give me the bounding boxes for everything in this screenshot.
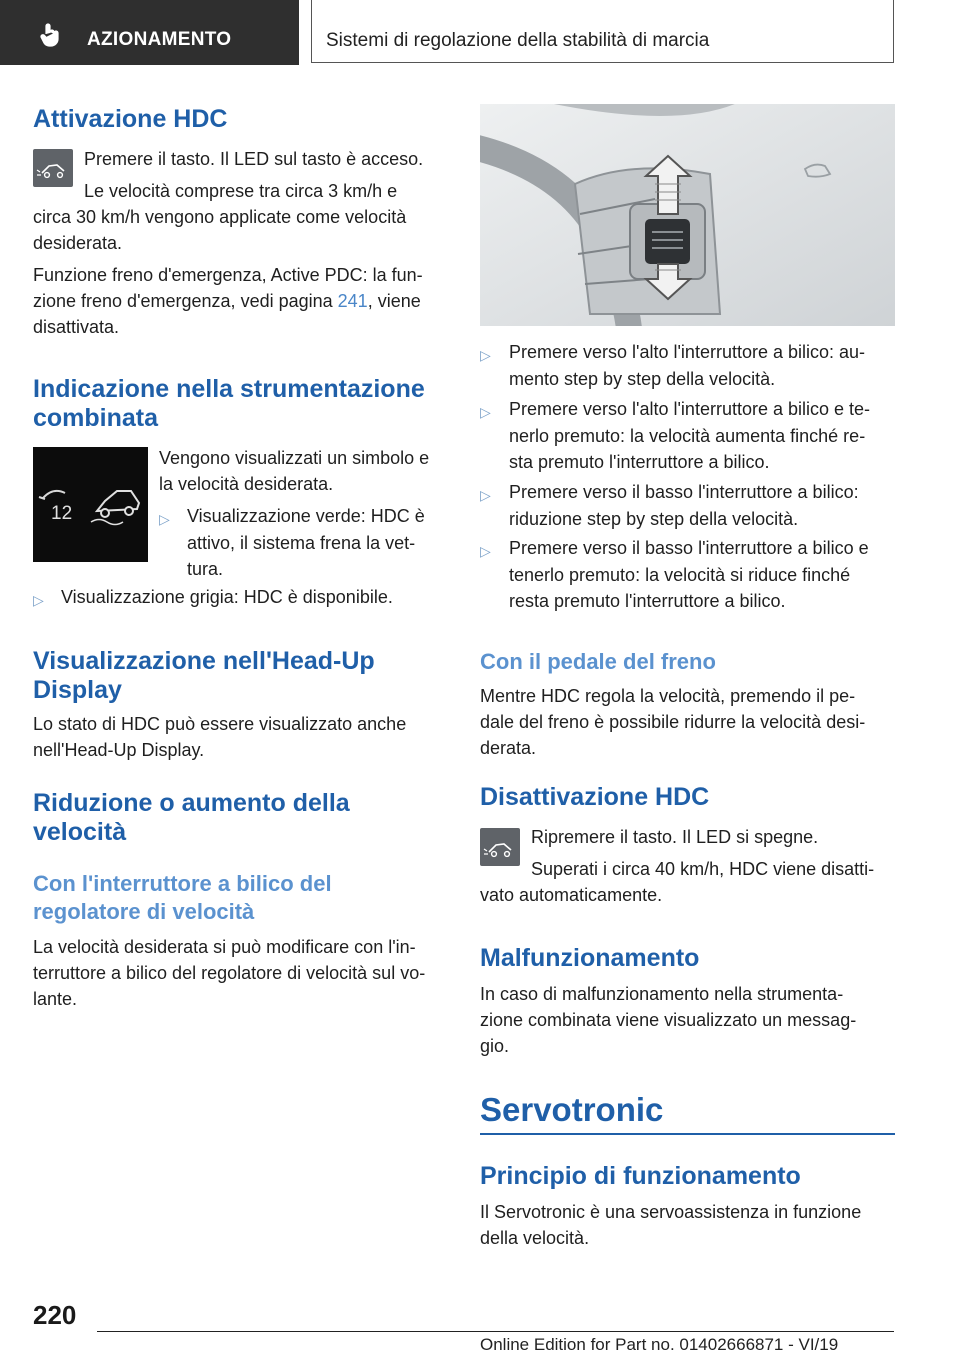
- chapter-tab: [311, 0, 894, 63]
- heading-riduzione-1: Riduzione o aumento della: [33, 789, 350, 817]
- bullet-triangle-icon: ▷: [480, 543, 491, 559]
- pedale-c: derata.: [480, 738, 537, 758]
- bullet-verde: ▷ Visualizzazione verde: HDC è attivo, il sistema frena la vet‐ tura.: [159, 506, 425, 579]
- steering-wheel-rocker-image: [480, 104, 895, 326]
- pedale-b: dale del freno è possibile ridurre la velocità desi‐: [480, 712, 866, 732]
- bullet-grigia: ▷ Visualizzazione grigia: HDC è disponibile.: [33, 584, 447, 611]
- emergenza-b: zione freno d'emergenza, vedi pagina 241, viene: [33, 291, 421, 311]
- attivazione-line2a: Le velocità comprese tra circa 3 km/h e: [84, 181, 398, 201]
- heading-interruttore-1: Con l'interruttore a bilico del: [33, 871, 332, 896]
- principio-b: della velocità.: [480, 1228, 590, 1248]
- chapter-title: Sistemi di regolazione della stabilità di marcia: [326, 30, 710, 51]
- heading-interruttore-2: regolatore di velocità: [33, 899, 255, 924]
- bullet-basso-premuto: ▷ Premere verso il basso l'interruttore a bilico e tenerlo premuto: la velocità si riduce finché resta premuto l'interruttore a bilico.: [480, 538, 869, 611]
- edition-note: Online Edition for Part no. 01402666871 - VI/19: [480, 1335, 839, 1354]
- malfunz-a: In caso di malfunzionamento nella strumenta‐: [480, 984, 844, 1004]
- heading-riduzione-2: velocità: [33, 818, 127, 846]
- bullet-triangle-icon: ▷: [159, 511, 170, 527]
- attivazione-line2b: circa 30 km/h vengono applicate come velocità: [33, 207, 407, 227]
- emergenza-a: Funzione freno d'emergenza, Active PDC: la fun‐: [33, 265, 423, 285]
- attivazione-line1: Premere il tasto. Il LED sul tasto è acceso.: [84, 149, 424, 169]
- hdc-button-icon: [33, 149, 73, 187]
- hand-pointer-icon: [38, 22, 64, 48]
- page-number: 220: [33, 1300, 77, 1330]
- indicazione-b: la velocità desiderata.: [159, 474, 334, 494]
- cluster-speed-number: 12: [51, 503, 73, 524]
- bullet-triangle-icon: ▷: [33, 592, 44, 608]
- disatt-1: Ripremere il tasto. Il LED si spegne.: [531, 827, 819, 847]
- heading-servotronic: Servotronic: [480, 1091, 664, 1128]
- hud-b: nell'Head-Up Display.: [33, 740, 205, 760]
- pedale-a: Mentre HDC regola la velocità, premendo il pe‐: [480, 686, 856, 706]
- indicazione-a: Vengono visualizzati un simbolo e: [159, 448, 430, 468]
- heading-hud-2: Display: [33, 676, 122, 704]
- emergenza-c: disattivata.: [33, 317, 120, 337]
- bullet-alto-step: ▷ Premere verso l'alto l'interruttore a bilico: au‐ mento step by step della velocità.: [480, 342, 866, 389]
- principio-a: Il Servotronic è una servoassistenza in funzione: [480, 1202, 862, 1222]
- interruttore-c: lante.: [33, 989, 78, 1009]
- bullet-triangle-icon: ▷: [480, 487, 491, 503]
- heading-pedale: Con il pedale del freno: [480, 649, 716, 674]
- chapter-rule: [480, 1133, 895, 1135]
- heading-indicazione-2: combinata: [33, 404, 159, 432]
- footer-rule: [97, 1331, 894, 1332]
- cluster-display-image: [33, 447, 148, 562]
- bullet-basso-step: ▷ Premere verso il basso l'interruttore a bilico: riduzione step by step della velocità.: [480, 482, 859, 529]
- bullet-triangle-icon: ▷: [480, 404, 491, 420]
- malfunz-b: zione combinata viene visualizzato un messag‐: [480, 1010, 857, 1030]
- hud-a: Lo stato di HDC può essere visualizzato anche: [33, 714, 407, 734]
- malfunz-c: gio.: [480, 1036, 510, 1056]
- disatt-2b: vato automaticamente.: [480, 885, 663, 905]
- heading-attivazione: Attivazione HDC: [33, 105, 228, 133]
- interruttore-b: terruttore a bilico del regolatore di velocità sul vo‐: [33, 963, 426, 983]
- hdc-button-icon: [480, 828, 520, 866]
- heading-disattivazione: Disattivazione HDC: [480, 783, 710, 811]
- disatt-2a: Superati i circa 40 km/h, HDC viene disatti‐: [531, 859, 875, 879]
- bullet-triangle-icon: ▷: [480, 347, 491, 363]
- bullet-alto-premuto: ▷ Premere verso l'alto l'interruttore a bilico e te‐ nerlo premuto: la velocità aumenta finché re‐ sta premuto l'interruttore a bilico.: [480, 399, 871, 472]
- page-link-241[interactable]: 241: [337, 291, 368, 311]
- heading-malfunzionamento: Malfunzionamento: [480, 944, 700, 972]
- heading-indicazione-1: Indicazione nella strumentazione: [33, 375, 425, 403]
- interruttore-a: La velocità desiderata si può modificare con l'in‐: [33, 937, 416, 957]
- section-title: AZIONAMENTO: [87, 29, 232, 50]
- attivazione-line2c: desiderata.: [33, 233, 123, 253]
- heading-hud-1: Visualizzazione nell'Head-Up: [33, 647, 375, 675]
- heading-principio: Principio di funzionamento: [480, 1162, 801, 1190]
- section-tab: [0, 0, 299, 65]
